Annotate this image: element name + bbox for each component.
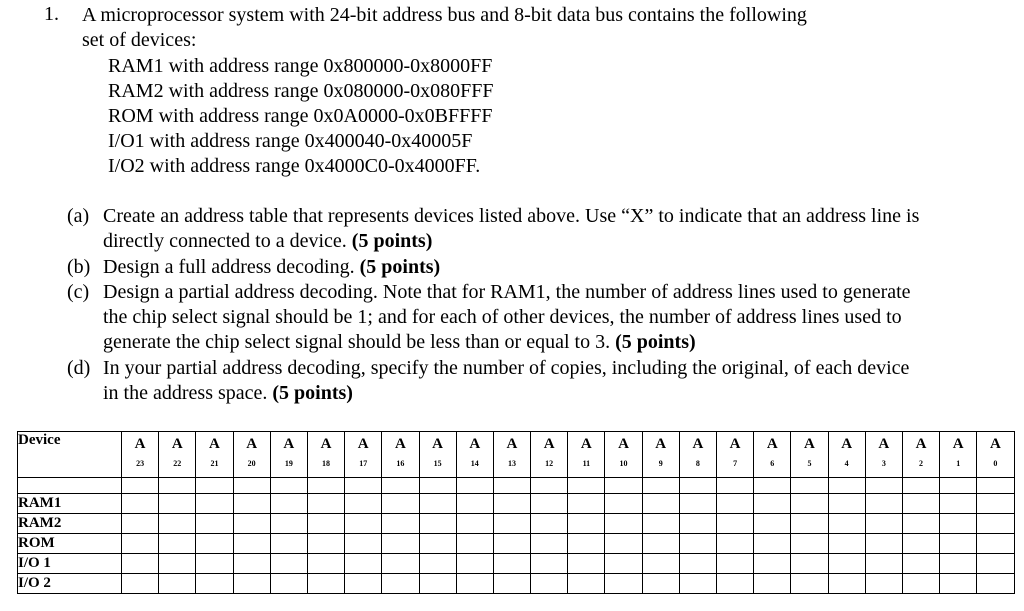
table-cell[interactable]	[865, 554, 902, 574]
address-line-header	[196, 432, 233, 478]
table-cell	[568, 478, 605, 494]
table-cell	[828, 478, 865, 494]
table-cell	[902, 478, 939, 494]
address-letter: A	[246, 436, 258, 452]
table-cell[interactable]	[977, 574, 1014, 594]
table-cell[interactable]	[605, 554, 642, 574]
table-cell[interactable]	[270, 534, 307, 554]
question-number: 1.	[44, 3, 59, 25]
table-cell[interactable]	[717, 554, 754, 574]
address-table	[17, 431, 1015, 594]
table-cell	[717, 478, 754, 494]
address-letter: A	[915, 436, 927, 452]
table-cell[interactable]	[568, 514, 605, 534]
table-cell[interactable]	[642, 554, 679, 574]
part-a	[67, 204, 927, 255]
table-cell[interactable]	[270, 494, 307, 514]
address-line-header	[382, 432, 419, 478]
table-cell[interactable]	[568, 494, 605, 514]
table-cell[interactable]	[419, 554, 456, 574]
table-cell[interactable]	[828, 494, 865, 514]
intro-line-2: set of devices:	[82, 29, 197, 51]
address-line-header	[531, 432, 568, 478]
table-cell	[233, 478, 270, 494]
address-line-header	[605, 432, 642, 478]
part-points: (5 points)	[351, 230, 433, 253]
address-line-header	[828, 432, 865, 478]
part-points: (5 points)	[359, 255, 441, 278]
table-cell	[307, 478, 344, 494]
table-cell[interactable]	[419, 494, 456, 514]
part-d	[67, 356, 927, 407]
table-cell	[754, 478, 791, 494]
table-cell[interactable]	[382, 514, 419, 534]
table-cell[interactable]	[865, 534, 902, 554]
table-cell[interactable]	[977, 534, 1014, 554]
address-line-header	[122, 432, 159, 478]
address-bit-number: 13	[507, 459, 516, 468]
table-cell[interactable]	[122, 494, 159, 514]
address-letter: A	[766, 436, 778, 452]
table-cell[interactable]	[122, 574, 159, 594]
address-line-header	[791, 432, 828, 478]
address-letter: A	[580, 436, 592, 452]
table-cell[interactable]	[233, 514, 270, 534]
address-letter: A	[134, 436, 146, 452]
address-letter: A	[655, 436, 667, 452]
table-cell[interactable]	[493, 534, 530, 554]
address-bit-number: 3	[881, 459, 886, 468]
table-cell[interactable]	[642, 514, 679, 534]
address-letter: A	[804, 436, 815, 452]
table-cell[interactable]	[382, 554, 419, 574]
table-cell[interactable]	[233, 534, 270, 554]
address-bit-number: 18	[322, 459, 331, 468]
device-column-header: Device	[18, 432, 122, 478]
question-parts	[67, 204, 927, 406]
table-cell[interactable]	[196, 534, 233, 554]
table-cell	[531, 478, 568, 494]
table-cell[interactable]	[531, 534, 568, 554]
address-line-header	[493, 432, 530, 478]
table-cell[interactable]	[902, 554, 939, 574]
table-cell[interactable]	[791, 534, 828, 554]
table-cell[interactable]	[159, 514, 196, 534]
table-cell	[940, 478, 977, 494]
address-letter: A	[394, 436, 406, 452]
table-cell[interactable]	[568, 574, 605, 594]
part-text: Create an address table that represents devices listed above. Use “X” to indicate that an address line is directly connected to a device. (5 points)	[103, 205, 920, 253]
address-line-header	[754, 432, 791, 478]
address-bit-number: 7	[733, 459, 738, 468]
table-cell[interactable]	[605, 514, 642, 534]
table-cell[interactable]	[196, 574, 233, 594]
address-bit-number: 12	[545, 459, 554, 468]
address-line-header	[940, 432, 977, 478]
table-cell[interactable]	[493, 554, 530, 574]
address-letter: A	[841, 436, 853, 452]
device-item: I/O2 with address range 0x4000C0-0x4000FF.	[108, 155, 481, 177]
address-line-header	[865, 432, 902, 478]
address-line-header	[902, 432, 939, 478]
address-bit-number: 17	[359, 459, 368, 468]
table-cell	[196, 478, 233, 494]
address-bit-number: 19	[284, 459, 293, 468]
part-text: Design a partial address decoding. Note that for RAM1, the number of address lines used to generate the chip select signal should be 1; and for each of other devices, the number of address lines used to generate the chip select signal should be less than or equal to 3. (5 points)	[103, 280, 911, 354]
address-bit-number: 9	[658, 459, 663, 468]
table-cell[interactable]	[307, 574, 344, 594]
table-cell[interactable]	[940, 494, 977, 514]
address-line-header	[568, 432, 605, 478]
table-cell[interactable]	[456, 574, 493, 594]
address-bit-number: 6	[770, 459, 775, 468]
address-bit-number: 22	[173, 459, 182, 468]
part-label: (a)	[67, 205, 90, 227]
table-cell[interactable]	[977, 514, 1014, 534]
table-cell[interactable]	[754, 554, 791, 574]
table-cell[interactable]	[679, 494, 716, 514]
table-cell[interactable]	[679, 554, 716, 574]
table-cell	[122, 478, 159, 494]
part-points: (5 points)	[272, 382, 353, 405]
address-letter: A	[543, 436, 555, 452]
table-cell[interactable]	[159, 554, 196, 574]
address-letter: A	[357, 436, 369, 452]
table-cell[interactable]	[679, 534, 716, 554]
table-cell	[679, 478, 716, 494]
table-header-row	[18, 432, 1015, 478]
address-bit-number: 11	[582, 459, 591, 468]
table-cell[interactable]	[902, 534, 939, 554]
table-cell[interactable]	[679, 514, 716, 534]
table-cell[interactable]	[791, 554, 828, 574]
table-cell[interactable]	[642, 534, 679, 554]
address-line-header	[642, 432, 679, 478]
table-cell[interactable]	[568, 554, 605, 574]
device-name-cell: I/O 2	[18, 574, 122, 594]
address-letter: A	[283, 436, 295, 452]
device-item: RAM2 with address range 0x080000-0x080FFF	[108, 80, 494, 102]
table-cell[interactable]	[940, 514, 977, 534]
device-name-cell: RAM1	[18, 494, 122, 514]
table-cell[interactable]	[605, 534, 642, 554]
table-cell[interactable]	[531, 574, 568, 594]
table-cell	[345, 478, 382, 494]
table-cell[interactable]	[828, 574, 865, 594]
table-cell[interactable]	[940, 534, 977, 554]
table-cell[interactable]	[605, 494, 642, 514]
table-cell[interactable]	[196, 554, 233, 574]
address-bit-number: 2	[919, 459, 924, 468]
address-letter: A	[171, 436, 183, 452]
table-cell[interactable]	[717, 494, 754, 514]
part-label: (b)	[67, 255, 91, 278]
table-row	[18, 494, 1015, 514]
table-cell	[159, 478, 196, 494]
address-bit-number: 8	[695, 459, 700, 468]
table-cell[interactable]	[159, 534, 196, 554]
table-row	[18, 514, 1015, 534]
table-row	[18, 554, 1015, 574]
address-line-header	[977, 432, 1014, 478]
table-cell[interactable]	[791, 494, 828, 514]
table-cell[interactable]	[345, 534, 382, 554]
table-cell	[419, 478, 456, 494]
table-cell[interactable]	[345, 574, 382, 594]
address-letter: A	[729, 436, 741, 452]
table-cell[interactable]	[977, 494, 1014, 514]
table-cell[interactable]	[345, 494, 382, 514]
address-bit-number: 4	[844, 459, 849, 468]
part-label: (c)	[67, 280, 90, 303]
address-line-header	[456, 432, 493, 478]
table-cell[interactable]	[122, 534, 159, 554]
part-text: In your partial address decoding, specify the number of copies, including the original, of each device in the address space. (5 points)	[103, 356, 910, 405]
table-cell	[493, 478, 530, 494]
table-cell[interactable]	[679, 574, 716, 594]
table-cell[interactable]	[754, 534, 791, 554]
device-name-cell: RAM2	[18, 514, 122, 534]
question-intro	[82, 3, 962, 53]
table-cell[interactable]	[865, 574, 902, 594]
table-cell[interactable]	[270, 554, 307, 574]
table-cell[interactable]	[307, 514, 344, 534]
address-bit-number: 15	[433, 459, 442, 468]
part-c	[67, 280, 927, 356]
table-cell[interactable]	[419, 514, 456, 534]
table-cell[interactable]	[196, 494, 233, 514]
table-cell[interactable]	[345, 554, 382, 574]
table-cell	[270, 478, 307, 494]
table-cell[interactable]	[642, 494, 679, 514]
table-cell[interactable]	[977, 554, 1014, 574]
address-letter: A	[506, 436, 518, 452]
table-cell[interactable]	[382, 494, 419, 514]
table-cell[interactable]	[456, 494, 493, 514]
table-cell[interactable]	[791, 514, 828, 534]
table-spacer-row	[18, 478, 1015, 494]
table-cell[interactable]	[531, 554, 568, 574]
table-cell[interactable]	[531, 514, 568, 534]
table-cell[interactable]	[828, 534, 865, 554]
address-bit-number: 23	[136, 459, 145, 468]
table-cell[interactable]	[531, 494, 568, 514]
table-cell[interactable]	[122, 554, 159, 574]
address-letter: A	[209, 436, 220, 452]
table-cell[interactable]	[307, 554, 344, 574]
table-cell[interactable]	[902, 574, 939, 594]
table-cell[interactable]	[717, 514, 754, 534]
device-item: ROM with address range 0x0A0000-0x0BFFFF	[108, 105, 493, 127]
address-letter: A	[878, 436, 890, 452]
table-cell[interactable]	[902, 514, 939, 534]
table-cell[interactable]	[122, 514, 159, 534]
device-name-cell: ROM	[18, 534, 122, 554]
address-letter: A	[469, 436, 481, 452]
table-cell[interactable]	[382, 534, 419, 554]
address-bit-number: 1	[956, 459, 961, 468]
part-points: (5 points)	[615, 331, 696, 354]
table-cell[interactable]	[791, 574, 828, 594]
address-bit-number: 14	[470, 459, 479, 468]
address-line-header	[159, 432, 196, 478]
part-label: (d)	[67, 356, 91, 379]
table-cell[interactable]	[382, 574, 419, 594]
table-cell[interactable]	[159, 574, 196, 594]
table-cell[interactable]	[419, 574, 456, 594]
address-bit-number: 10	[619, 459, 628, 468]
table-cell[interactable]	[270, 574, 307, 594]
table-cell	[605, 478, 642, 494]
table-cell[interactable]	[456, 514, 493, 534]
table-cell[interactable]	[270, 514, 307, 534]
address-bit-number: 21	[210, 459, 219, 468]
table-cell[interactable]	[493, 514, 530, 534]
device-name-cell: I/O 1	[18, 554, 122, 574]
address-letter: A	[692, 436, 704, 452]
address-letter: A	[618, 436, 629, 452]
table-body	[18, 478, 1015, 594]
address-line-header	[717, 432, 754, 478]
table-row	[18, 574, 1015, 594]
table-cell	[18, 478, 122, 494]
address-line-header	[679, 432, 716, 478]
table-cell[interactable]	[456, 534, 493, 554]
table-cell[interactable]	[493, 574, 530, 594]
table-cell[interactable]	[940, 574, 977, 594]
table-cell[interactable]	[754, 494, 791, 514]
table-cell[interactable]	[754, 514, 791, 534]
table-cell[interactable]	[865, 494, 902, 514]
device-item: I/O1 with address range 0x400040-0x40005F	[108, 130, 473, 152]
table-cell	[791, 478, 828, 494]
table-cell[interactable]	[233, 494, 270, 514]
table-cell[interactable]	[642, 574, 679, 594]
table-cell	[865, 478, 902, 494]
table-cell	[382, 478, 419, 494]
table-cell[interactable]	[902, 494, 939, 514]
address-bit-number: 20	[247, 459, 256, 468]
address-line-header	[307, 432, 344, 478]
table-cell[interactable]	[456, 554, 493, 574]
table-cell[interactable]	[345, 514, 382, 534]
intro-line-1: A microprocessor system with 24-bit address bus and 8-bit data bus contains the following	[82, 4, 807, 26]
address-bit-number: 16	[396, 459, 405, 468]
table-cell[interactable]	[568, 534, 605, 554]
table-cell	[977, 478, 1014, 494]
table-cell[interactable]	[828, 554, 865, 574]
table-row	[18, 534, 1015, 554]
table-cell[interactable]	[754, 574, 791, 594]
device-list	[108, 54, 494, 179]
address-line-header	[270, 432, 307, 478]
table-cell	[642, 478, 679, 494]
address-bit-number: 5	[807, 459, 812, 468]
address-letter: A	[432, 436, 444, 452]
table-cell[interactable]	[865, 514, 902, 534]
table-cell[interactable]	[828, 514, 865, 534]
address-letter: A	[989, 436, 1001, 452]
table-cell[interactable]	[717, 574, 754, 594]
table-cell[interactable]	[233, 574, 270, 594]
address-letter: A	[952, 436, 964, 452]
address-bit-number: 0	[993, 459, 998, 468]
table-cell[interactable]	[233, 554, 270, 574]
device-item: RAM1 with address range 0x800000-0x8000FF	[108, 55, 493, 77]
address-line-header	[233, 432, 270, 478]
table-cell[interactable]	[717, 534, 754, 554]
table-cell[interactable]	[159, 494, 196, 514]
part-text: Design a full address decoding. (5 points)	[103, 255, 441, 278]
table-cell	[456, 478, 493, 494]
part-b	[67, 255, 927, 280]
table-cell[interactable]	[493, 494, 530, 514]
table-cell[interactable]	[307, 494, 344, 514]
address-letter: A	[320, 436, 332, 452]
table-cell[interactable]	[307, 534, 344, 554]
table-cell[interactable]	[940, 554, 977, 574]
table-cell[interactable]	[605, 574, 642, 594]
table-cell[interactable]	[196, 514, 233, 534]
table-cell[interactable]	[419, 534, 456, 554]
address-line-header	[419, 432, 456, 478]
address-line-header	[345, 432, 382, 478]
